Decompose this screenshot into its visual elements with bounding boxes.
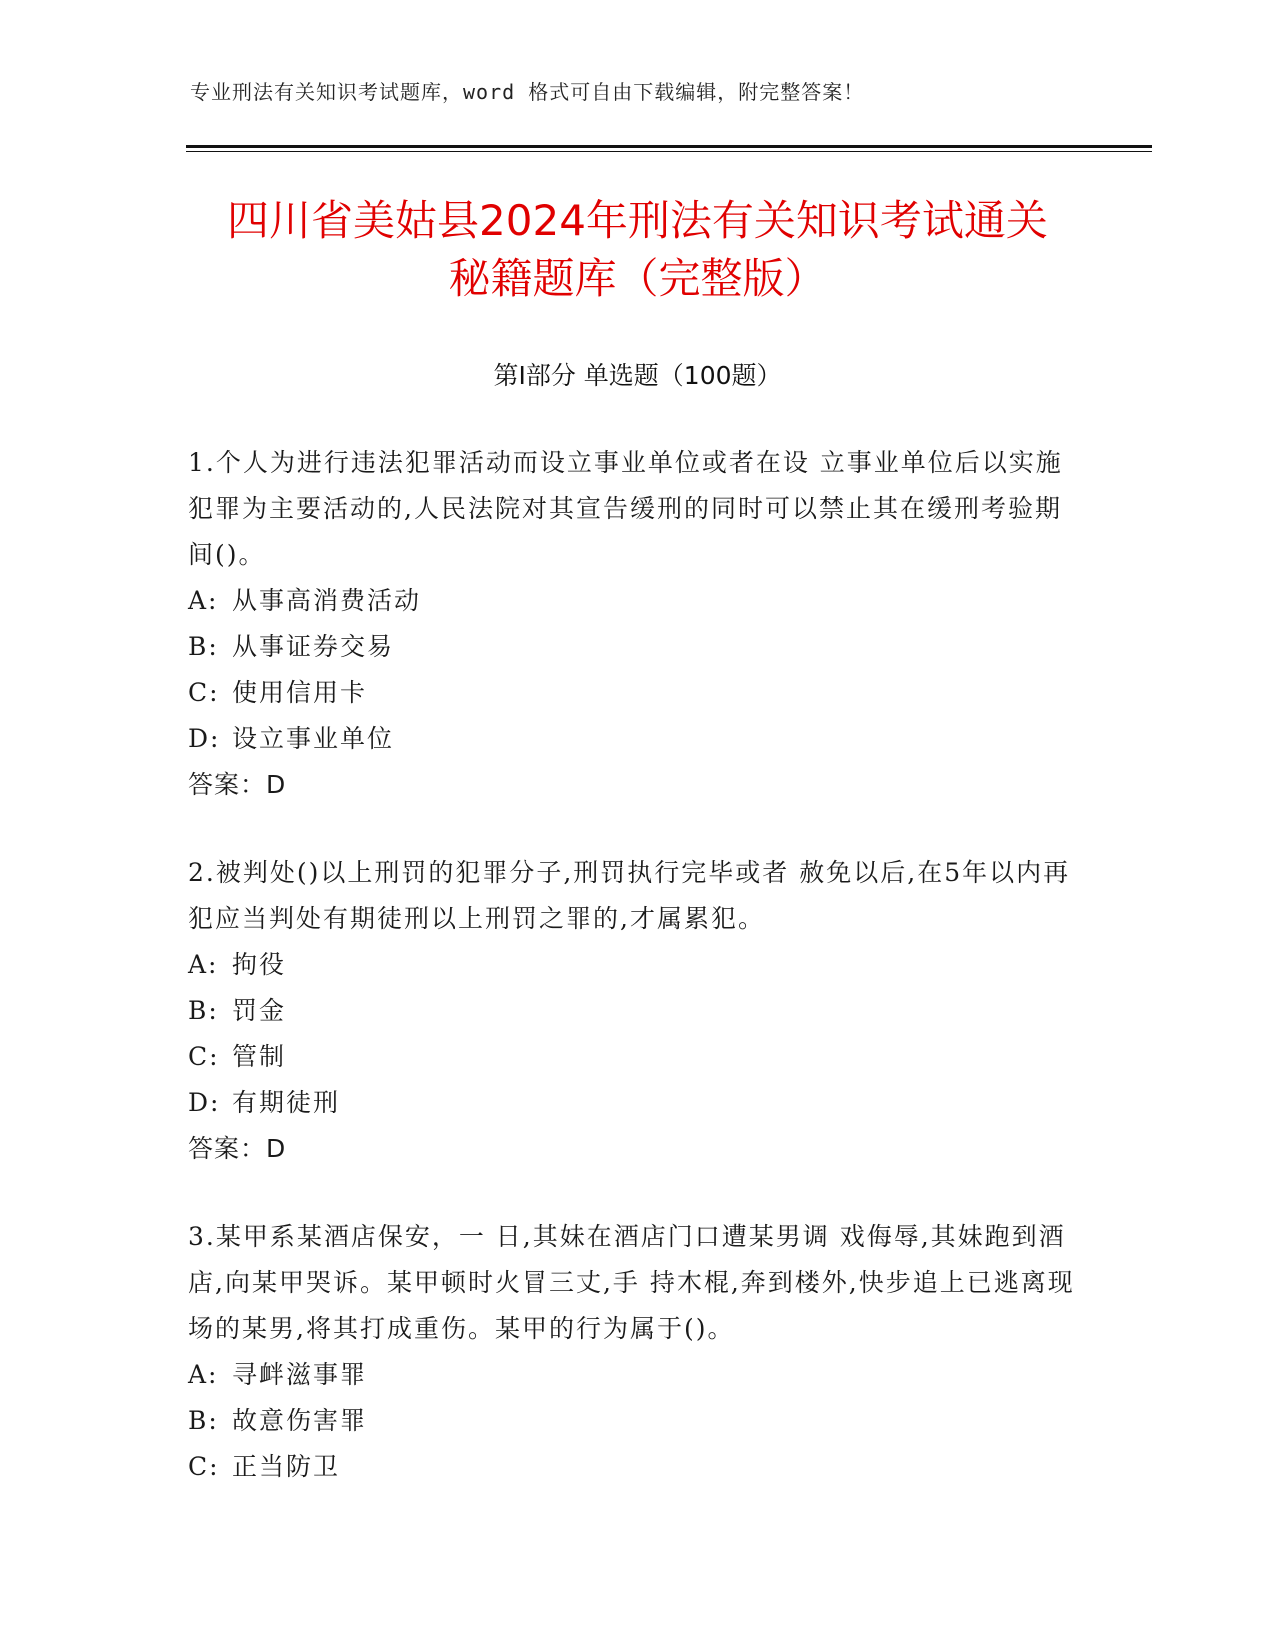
option-a <box>188 942 1088 988</box>
header-divider-thin <box>186 151 1152 152</box>
option-c <box>188 1034 1088 1080</box>
option-key: C: <box>188 1452 220 1481</box>
option-key: A: <box>188 586 219 615</box>
option-c <box>188 1444 1088 1490</box>
option-text: 管制 <box>232 1042 287 1071</box>
answer-line: 答案：D <box>188 1134 287 1163</box>
option-key: A: <box>188 1360 219 1389</box>
option-d <box>188 716 1088 762</box>
option-text: 从事证券交易 <box>232 632 395 661</box>
option-text: 寻衅滋事罪 <box>232 1360 368 1389</box>
section-heading: 第Ⅰ部分 单选题（100题） <box>493 361 782 390</box>
option-key: D: <box>188 1088 221 1117</box>
question-stem: 3.某甲系某酒店保安，一 日,其妹在酒店门口遭某男调 戏侮辱,其妹跑到酒店,向某甲哭诉。某甲顿时火冒三丈,手 持木棍,奔到楼外,快步追上已逃离现场的某男,将其打成重伤。某甲的行为属于()。 <box>188 1222 1075 1343</box>
option-b <box>188 1398 1088 1444</box>
answer-line: 答案：D <box>188 770 287 799</box>
option-key: A: <box>188 950 219 979</box>
option-key: C: <box>188 678 220 707</box>
option-key: B: <box>188 632 219 661</box>
question-2 <box>188 850 1088 1172</box>
option-text: 拘役 <box>232 950 287 979</box>
option-key: B: <box>188 1406 219 1435</box>
document-title-line-1: 四川省美姑县2024年刑法有关知识考试通关 <box>227 196 1048 245</box>
question-list <box>188 440 1088 1532</box>
option-text: 使用信用卡 <box>232 678 368 707</box>
option-text: 有期徒刑 <box>232 1088 341 1117</box>
option-key: B: <box>188 996 219 1025</box>
option-text: 故意伤害罪 <box>232 1406 368 1435</box>
option-d <box>188 1080 1088 1126</box>
option-b <box>188 988 1088 1034</box>
document-title-line-2: 秘籍题库（完整版） <box>448 254 827 303</box>
option-text: 设立事业单位 <box>232 724 395 753</box>
document-title <box>150 192 1125 308</box>
option-text: 从事高消费活动 <box>232 586 422 615</box>
question-1 <box>188 440 1088 808</box>
option-a <box>188 1352 1088 1398</box>
page-header-note: 专业刑法有关知识考试题库，word 格式可自由下载编辑，附完整答案！ <box>190 80 865 104</box>
option-b <box>188 624 1088 670</box>
option-key: D: <box>188 724 221 753</box>
option-text: 罚金 <box>232 996 287 1025</box>
option-a <box>188 578 1088 624</box>
option-key: C: <box>188 1042 220 1071</box>
question-stem: 1.个人为进行违法犯罪活动而设立事业单位或者在设 立事业单位后以实施犯罪为主要活动的,人民法院对其宣告缓刑的同时可以禁止其在缓刑考验期间()。 <box>188 448 1063 569</box>
option-text: 正当防卫 <box>232 1452 341 1481</box>
header-divider-thick <box>186 145 1152 148</box>
question-stem: 2.被判处()以上刑罚的犯罪分子,刑罚执行完毕或者 赦免以后,在5年以内再犯应当判处有期徒刑以上刑罚之罪的,才属累犯。 <box>188 858 1071 933</box>
option-c <box>188 670 1088 716</box>
question-3 <box>188 1214 1088 1490</box>
